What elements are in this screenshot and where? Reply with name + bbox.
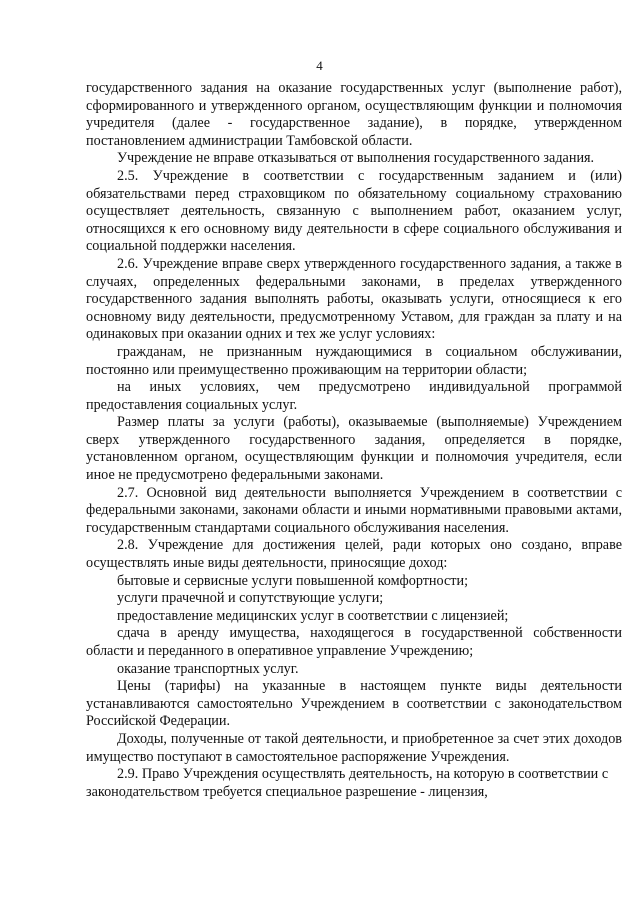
paragraph-2-8-item-5: оказание транспортных услуг. <box>117 660 299 677</box>
paragraph-income: Доходы, полученные от такой деятельности, и приобретенное за счет этих доходов имущество поступают в самостоятельное распоряжение Учреждения. <box>86 730 622 765</box>
paragraph-2-8-item-2: услуги прачечной и сопутствующие услуги; <box>117 590 384 607</box>
paragraph-fee-size: Размер платы за услуги (работы), оказываемые (выполняемые) Учреждением сверх утвержденного государственного задания, определяется в порядке, установленном органом, осуществляющим функции и полномочия учредителя, если иное не предусмотрено федеральными законами. <box>86 414 622 484</box>
page-number: 4 <box>316 58 323 73</box>
paragraph-2-6-item-2: на иных условиях, чем предусмотрено индивидуальной программой предоставления социальных услуг. <box>86 379 622 413</box>
paragraph-prices: Цены (тарифы) на указанные в настоящем пункте виды деятельности устанавливаются самостоятельно Учреждением в соответствии с законодательством Российской Федерации. <box>86 678 622 730</box>
paragraph-2-6: 2.6. Учреждение вправе сверх утвержденного государственного задания, а также в случаях, определенных федеральными законами, в пределах утвержденного государственного задания выполнять работы, оказывать услуги, относящиеся к его основному виду деятельности, предусмотренному Уставом, для граждан за плату и на одинаковых при оказании одних и тех же услуг условиях: <box>86 255 622 343</box>
paragraph-continuation: государственного задания на оказание государственных услуг (выполнение работ), сформированного и утвержденного органом, осуществляющим функции и полномочия учредителя (далее - государственное задание), в порядке, утвержденном постановлением администрации Тамбовской области. <box>86 80 622 149</box>
paragraph-2-8-item-4: сдача в аренду имущества, находящегося в государственной собственности области и переданного в оперативное управление Учреждению; <box>86 625 622 659</box>
paragraph-2-8-item-3: предоставление медицинских услуг в соответствии с лицензией; <box>117 607 509 624</box>
document-body <box>86 80 622 801</box>
paragraph-2-5: 2.5. Учреждение в соответствии с государственным заданием и (или) обязательствами перед страховщиком по обязательному социальному страхованию осуществляет деятельность, связанную с выполнением работ, оказанием услуг, относящихся к его основному виду деятельности в сфере социального обслуживания и социальной поддержки населения. <box>86 167 622 255</box>
paragraph-task-refusal: Учреждение не вправе отказываться от выполнения государственного задания. <box>117 150 595 167</box>
paragraph-2-7: 2.7. Основной вид деятельности выполняется Учреждением в соответствии с федеральными законами, законами области и иными нормативными правовыми актами, государственным стандартами социального обслуживания населения. <box>86 484 622 536</box>
paragraph-2-8: 2.8. Учреждение для достижения целей, ради которых оно создано, вправе осуществлять иные виды деятельности, приносящие доход: <box>86 537 622 572</box>
paragraph-2-9: 2.9. Право Учреждения осуществлять деятельность, на которую в соответствии с законодательством требуется специальное разрешение - лицензия, <box>86 766 609 800</box>
paragraph-2-8-item-1: бытовые и сервисные услуги повышенной комфортности; <box>117 572 469 589</box>
paragraph-2-6-item-1: гражданам, не признанным нуждающимися в социальном обслуживании, постоянно или преимущественно проживающим на территории области; <box>86 343 622 378</box>
